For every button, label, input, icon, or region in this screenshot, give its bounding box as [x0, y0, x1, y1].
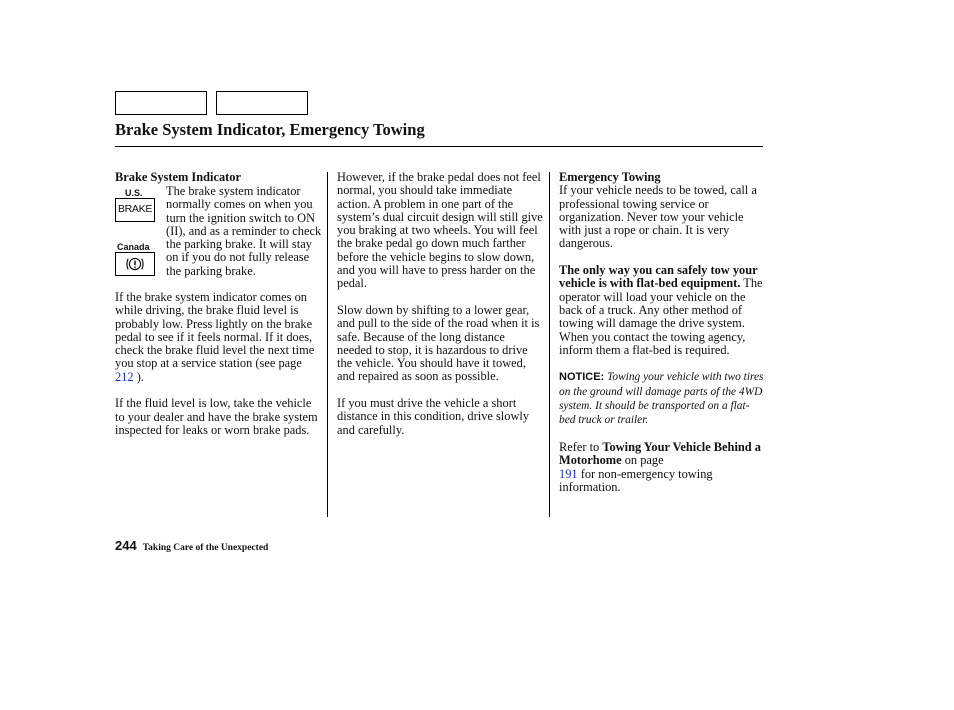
paragraph-flat-bed — [559, 264, 765, 357]
brake-warning-icon — [115, 252, 155, 276]
indicator-description: The brake system indicator normally comes on when you turn the ignition switch to ON (II), and as a reminder to check the parking brake. It will stay on if you do not fully release the parking brake. — [166, 184, 322, 278]
refer-post: for non-emergency towing information. — [559, 466, 713, 494]
column-1 — [115, 171, 321, 451]
flat-bed-emphasis: The only way you can safely tow your vehicle is with flat-bed equipment. — [559, 263, 758, 291]
page-footer — [115, 537, 268, 555]
p2-text: If the brake system indicator comes on while driving, the brake fluid level is probably low. Press lightly on the brake pedal to see if it feels normal. If it does, check the brake fluid level the next time you stop at a service station (see page — [115, 290, 315, 371]
brake-indicator-us-icon — [115, 198, 155, 222]
brake-icon-text: BRAKE — [117, 203, 153, 216]
p2-end: ). — [133, 369, 144, 384]
paragraph-drive-short: If you must drive the vehicle a short distance in this condition, drive slowly and carefully. — [337, 396, 530, 437]
page-title: Brake System Indicator, Emergency Towing — [115, 120, 425, 139]
column-3 — [559, 171, 765, 507]
paragraph-towing-intro: If your vehicle needs to be towed, call a professional towing service or organization. Never tow your vehicle with just a rope or chain. It is very dangerous. — [559, 183, 757, 251]
title-rule — [115, 146, 763, 147]
nav-tab-box-1[interactable] — [115, 91, 207, 115]
column-divider-2 — [549, 172, 550, 517]
refer-pre: Refer to — [559, 439, 603, 454]
paragraph-slow-down: Slow down by shifting to a lower gear, and pull to the side of the road when it is safe. Because of the long distance needed to stop, it is hazardous to drive the vehicle. You should have it towed, and repaired as soon as possible. — [337, 302, 540, 384]
emergency-towing-heading: Emergency Towing — [559, 170, 661, 184]
refer-mid: on page — [621, 453, 664, 468]
notice-label: NOTICE: — [559, 371, 605, 384]
nav-tab-box-2[interactable] — [216, 91, 308, 115]
page-link-212[interactable]: 212 — [115, 369, 134, 384]
indicator-block — [115, 171, 321, 291]
column-2 — [337, 171, 543, 450]
notice — [559, 370, 765, 427]
paragraph-fluid-low — [115, 291, 321, 384]
flat-bed-text: The operator will load your vehicle on the back of a truck. Any other method of towing will damage the drive system. When you contact the towing agency, inform them a flat-bed is required. — [559, 276, 763, 357]
column-divider-1 — [327, 172, 328, 517]
page-link-191[interactable]: 191 — [559, 466, 578, 481]
section-name: Taking Care of the Unexpected — [142, 543, 269, 553]
notice-text: Towing your vehicle with two tires on the ground will damage parts of the 4WD system. It should be transported on a flat-bed truck or trailer. — [559, 371, 764, 427]
refer-topic: Towing Your Vehicle Behind a Motorhome — [559, 439, 761, 468]
canada-label: Canada — [117, 242, 150, 252]
paragraph-refer — [559, 441, 765, 494]
page-number: 244 — [115, 538, 137, 553]
us-label: U.S. — [125, 188, 143, 198]
paragraph-fluid-level-low: If the fluid level is low, take the vehicle to your dealer and have the brake system inspected for leaks or worn brake pads. — [115, 396, 318, 437]
brake-indicator-heading: Brake System Indicator — [115, 170, 241, 184]
paragraph-pedal-not-normal: However, if the brake pedal does not feel normal, you should take immediate action. A problem in one part of the system’s dual circuit design will still give you braking at two wheels. You will feel the brake pedal go down much farther before the vehicle begins to slow down, and you will have to press harder on the pedal. — [337, 170, 543, 291]
